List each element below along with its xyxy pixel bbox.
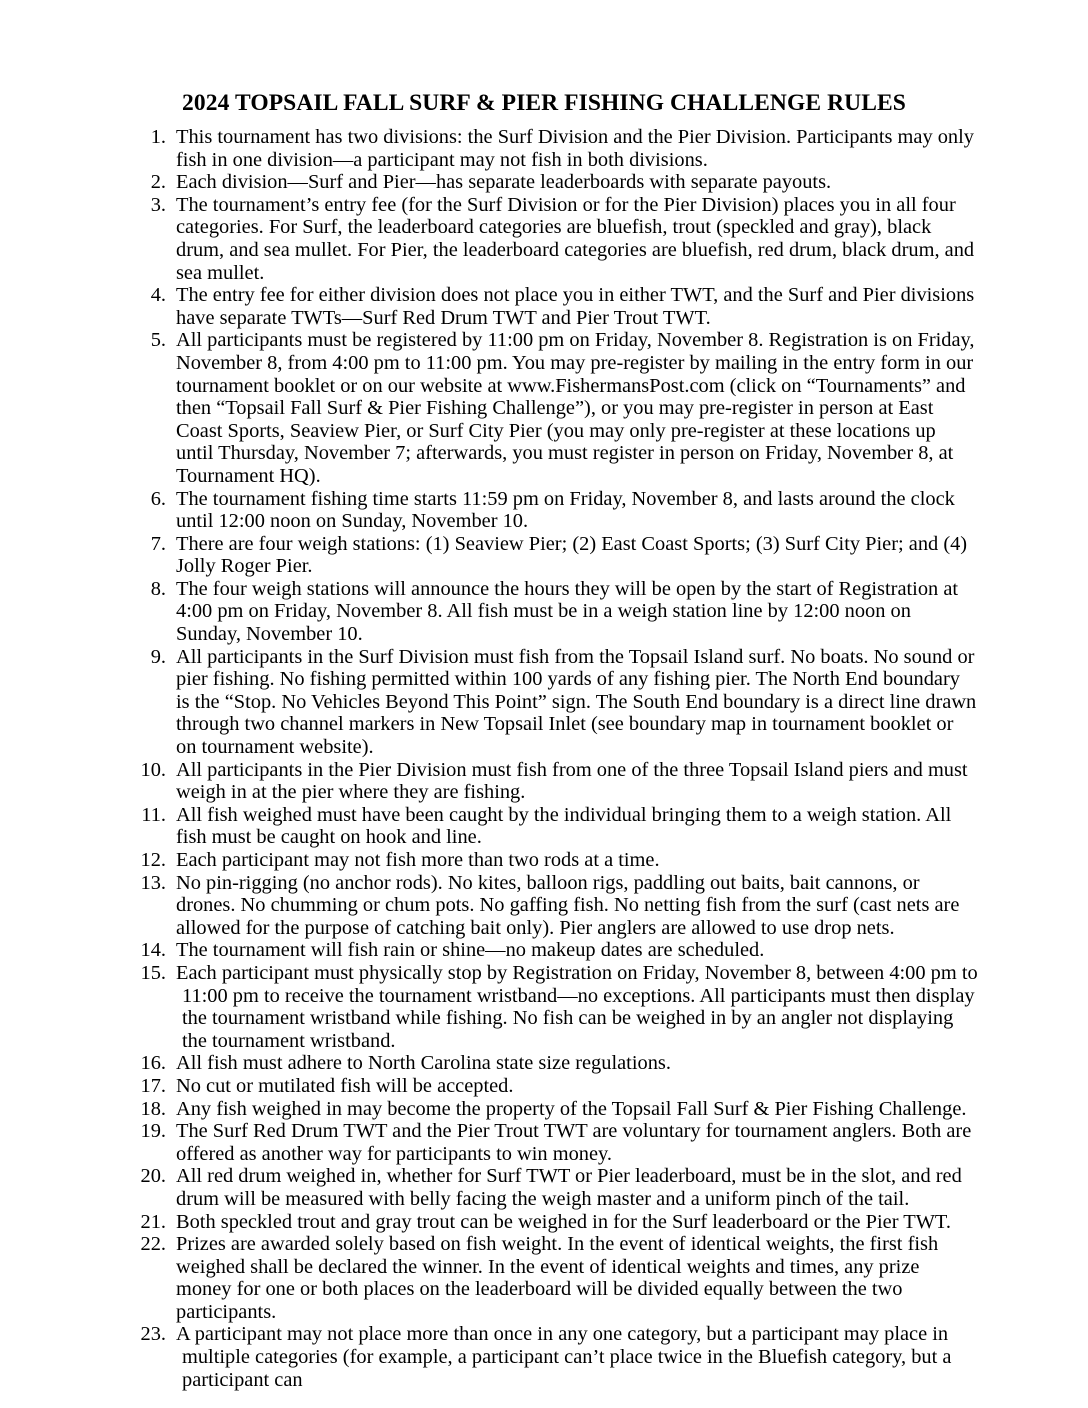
rule-item: [0, 1075, 1088, 1098]
rule-item: [0, 1323, 1088, 1391]
rule-text: The four weigh stations will announce the hours they will be open by the start of Registration at 4:00 pm on Friday, November 8. All fish must be in a weigh station line by 12:00 noon on Sunday, November 10.: [176, 577, 959, 646]
rule-number: 5.: [150, 329, 166, 352]
rule-text: No cut or mutilated fish will be accepted.: [176, 1074, 514, 1097]
rule-text: All participants in the Pier Division must fish from one of the three Topsail Island piers and must weigh in at the pier where they are fishing.: [176, 758, 968, 804]
rule-number: 20.: [140, 1165, 166, 1188]
rule-text: Each participant may not fish more than two rods at a time.: [176, 849, 660, 871]
rule-text: All participants must be registered by 11:00 pm on Friday, November 8. Registration is on Friday, November 8, from 4:00 pm to 11:00 pm. You may pre-register by mailing in the entry form in our tournament booklet or on our website at www.FishermansPost.com (click on “Tournaments” and then “Topsail Fall Surf & Pier Fishing Challenge”), or you may pre-register in person at East Coast Sports, Seaview Pier, or Surf City Pier (you may only pre-register at these locations up until Thursday, November 7; afterwards, you must register in person on Friday, November 8, at Tournament HQ).: [176, 329, 975, 487]
rule-number: 7.: [150, 532, 166, 555]
rule-text: All fish weighed must have been caught by the individual bringing them to a weigh station. All fish must be caught on hook and line.: [176, 803, 952, 849]
rule-item: [0, 1211, 1088, 1234]
rule-text: Each division—Surf and Pier—has separate leaderboards with separate payouts.: [176, 171, 832, 194]
rule-number: 2.: [150, 171, 166, 194]
rule-number: 19.: [140, 1120, 166, 1143]
rule-number: 10.: [140, 758, 166, 781]
rule-text: Prizes are awarded solely based on fish weight. In the event of identical weights, the first fish weighed shall be declared the winner. In the event of identical weights and times, any prize money for one or both places on the leaderboard will be divided equally between the two participants.: [176, 1233, 939, 1323]
rule-text: The tournament will fish rain or shine—no makeup dates are scheduled.: [176, 939, 765, 962]
rule-number: 17.: [140, 1074, 166, 1097]
rule-number: 4.: [150, 284, 166, 307]
rule-item: [0, 646, 1088, 759]
rule-text: Both speckled trout and gray trout can be weighed in for the Surf leaderboard or the Pier TWT.: [176, 1210, 951, 1233]
rule-item: [0, 1098, 1088, 1121]
rule-item: [0, 284, 1088, 329]
rule-text: A participant may not place more than once in any one category, but a participant may place in multiple categories (for example, a participant can’t place twice in the Bluefish category, but a participant can: [176, 1323, 952, 1391]
rule-item: [0, 488, 1088, 533]
rule-number: 9.: [150, 645, 166, 668]
rule-item: [0, 126, 1088, 171]
rule-number: 18.: [140, 1097, 166, 1120]
rule-number: 15.: [140, 961, 166, 984]
rule-item: [0, 1165, 1088, 1210]
rule-item: [0, 329, 1088, 487]
rule-item: [0, 578, 1088, 646]
rule-number: 22.: [140, 1233, 166, 1256]
rule-text: This tournament has two divisions: the Surf Division and the Pier Division. Participants may only fish in one division—a participant may not fish in both divisions.: [176, 126, 974, 171]
rule-number: 8.: [150, 577, 166, 600]
rule-item: [0, 872, 1088, 940]
rule-text: All fish must adhere to North Carolina state size regulations.: [176, 1052, 671, 1075]
rule-text: The Surf Red Drum TWT and the Pier Trout TWT are voluntary for tournament anglers. Both are offered as another way for participants to win money.: [176, 1120, 972, 1165]
rule-item: [0, 962, 1088, 1052]
rule-item: [0, 804, 1088, 849]
rule-number: 6.: [150, 487, 166, 510]
rule-text: No pin-rigging (no anchor rods). No kites, balloon rigs, paddling out baits, bait cannons, or drones. No chumming or chum pots. No gaffing fish. No netting fish from the surf (cast nets are allowed for the purpose of catching bait only). Pier anglers are allowed to use drop nets.: [176, 871, 960, 939]
rule-number: 3.: [150, 193, 166, 216]
rule-number: 21.: [140, 1210, 166, 1233]
rule-item: [0, 759, 1088, 804]
rule-text: All red drum weighed in, whether for Surf TWT or Pier leaderboard, must be in the slot, and red drum will be measured with belly facing the weigh master and a uniform pinch of the tail.: [176, 1165, 962, 1210]
rule-item: [0, 849, 1088, 872]
rule-number: 16.: [140, 1052, 166, 1075]
rule-text: The tournament’s entry fee (for the Surf Division or for the Pier Division) places you in all four categories. For Surf, the leaderboard categories are bluefish, trout (speckled and gray), black drum, and sea mullet. For Pier, the leaderboard categories are bluefish, red drum, black drum, and sea mullet.: [176, 193, 975, 284]
rule-text: All participants in the Surf Division must fish from the Topsail Island surf. No boats. No sound or pier fishing. No fishing permitted within 100 yards of any fishing pier. The North End boundary is the “Stop. No Vehicles Beyond This Point” sign. The South End boundary is a direct line drawn through two channel markers in New Topsail Inlet (see boundary map in tournament booklet or on tournament website).: [176, 645, 977, 759]
rule-number: 14.: [140, 939, 166, 962]
rule-item: [0, 171, 1088, 194]
rule-text: Each participant must physically stop by Registration on Friday, November 8, between 4:00 pm to 11:00 pm to receive the tournament wristband—no exceptions. All participants must then display the tournament wristband while fishing. No fish can be weighed in by an angler not displaying the tournament wristband.: [176, 961, 978, 1052]
rule-item: [0, 1233, 1088, 1323]
rule-item: [0, 1120, 1088, 1165]
rule-number: 1.: [150, 126, 166, 148]
rule-text: The entry fee for either division does not place you in either TWT, and the Surf and Pier divisions have separate TWTs—Surf Red Drum TWT and Pier Trout TWT.: [176, 284, 975, 329]
rule-number: 23.: [140, 1323, 166, 1346]
rule-item: [0, 533, 1088, 578]
rule-item: [0, 194, 1088, 284]
rule-text: The tournament fishing time starts 11:59 pm on Friday, November 8, and lasts around the clock until 12:00 noon on Sunday, November 10.: [176, 487, 955, 533]
page-title: 2024 TOPSAIL FALL SURF & PIER FISHING CHALLENGE RULES: [182, 89, 906, 116]
rule-number: 12.: [140, 849, 166, 871]
rule-text: There are four weigh stations: (1) Seaview Pier; (2) East Coast Sports; (3) Surf City Pier; and (4) Jolly Roger Pier.: [176, 532, 968, 578]
rule-text: Any fish weighed in may become the property of the Topsail Fall Surf & Pier Fishing Challenge.: [176, 1097, 967, 1120]
rule-number: 13.: [140, 871, 166, 894]
rule-number: 11.: [141, 803, 166, 826]
rule-item: [0, 939, 1088, 962]
rule-item: [0, 1052, 1088, 1075]
rules-list: [0, 126, 1088, 1391]
